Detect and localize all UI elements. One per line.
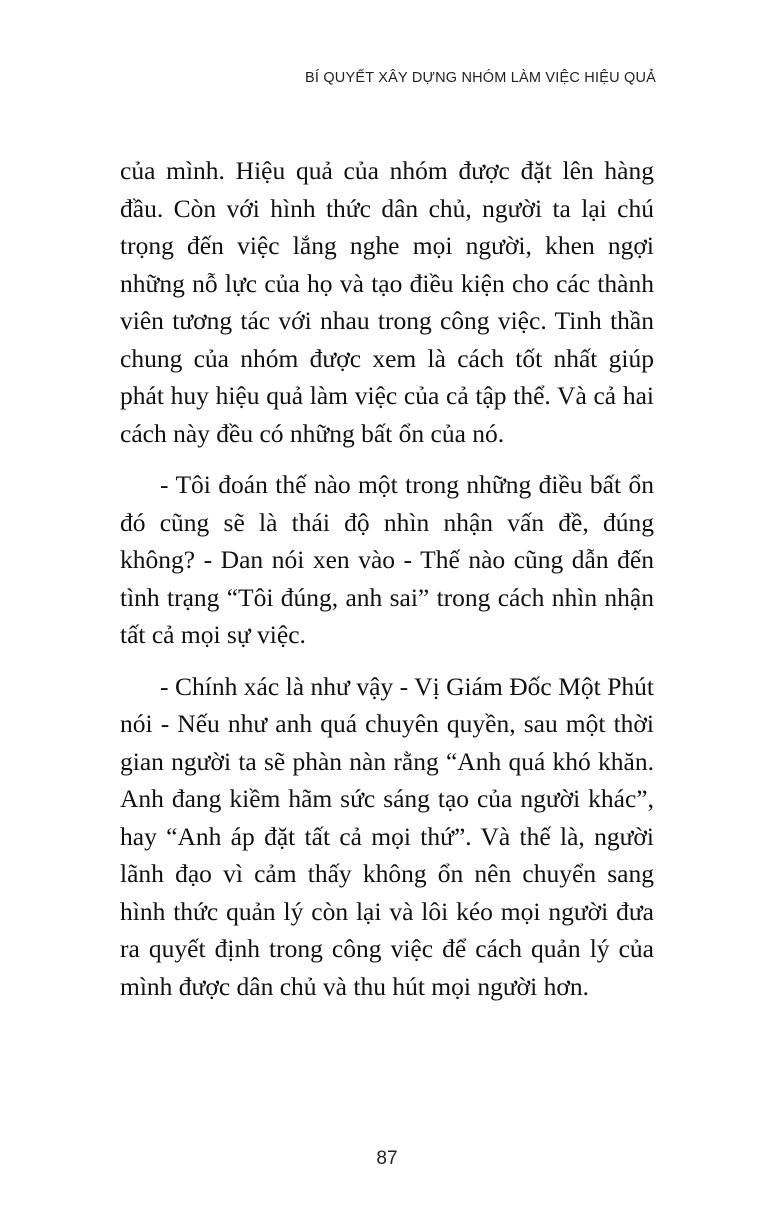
page-number: 87 [376,1148,398,1169]
running-header-title: BÍ QUYẾT XÂY DỰNG NHÓM LÀM VIỆC HIỆU QUẢ [305,70,656,86]
paragraph-2: - Tôi đoán thế nào một trong những điều bất ổn đó cũng sẽ là thái độ nhìn nhận vấn đề, đúng không? - Dan nói xen vào - Thế nào cũng dẫn đến tình trạng “Tôi đúng, anh sai” trong cách nhìn nhận tất cả mọi sự việc. [120,470,654,649]
paragraph-1: của mình. Hiệu quả của nhóm được đặt lên hàng đầu. Còn với hình thức dân chủ, người ta lại chú trọng đến việc lắng nghe mọi người, khen ngợi những nỗ lực của họ và tạo điều kiện cho các thành viên tương tác với nhau trong công việc. Tinh thần chung của nhóm được xem là cách tốt nhất giúp phát huy hiệu quả làm việc của cả tập thể. Và cả hai cách này đều có những bất ổn của nó. [120,156,654,448]
page-body [120,152,654,1019]
paragraph-3: - Chính xác là như vậy - Vị Giám Đốc Một Phút nói - Nếu như anh quá chuyên quyền, sau một thời gian người ta sẽ phàn nàn rằng “Anh quá khó khăn. Anh đang kiềm hãm sức sáng tạo của người khác”, hay “Anh áp đặt tất cả mọi thứ”. Và thế là, người lãnh đạo vì cảm thấy không ổn nên chuyển sang hình thức quản lý còn lại và lôi kéo mọi người đưa ra quyết định trong công việc để cách quản lý của mình được dân chủ và thu hút mọi người hơn. [120,671,654,1001]
